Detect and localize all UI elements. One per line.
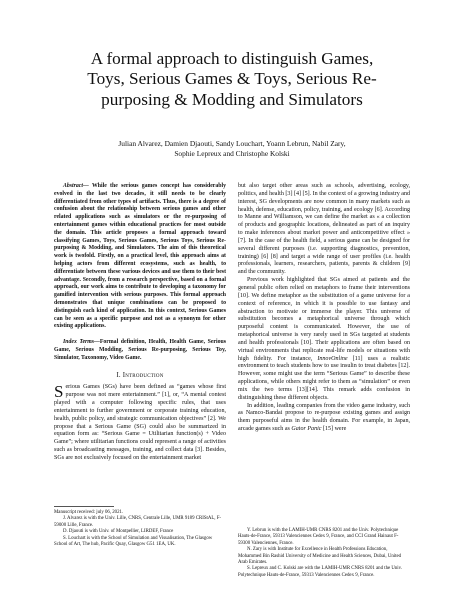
gator-panic-term: Gator Panic — [291, 426, 322, 433]
author-list — [80, 139, 384, 158]
abstract-body: While the serious games concept has considerably evolved in the last two decades, it still needs to be clearly differentiated from other types of artifacts. Thus, there is a degree of confusion about the relationship between serious games and other related applications such as simulators or the re-purposing of entertainment games within educational practices for most outside the domain. This article proposes a formal approach toward classifying Games, Toys, Serious Games, Serious Toys, Serious Re-purposing & Modding, and Simulators. The aim of this theoretical work is twofold. Firstly, on a practical level, this approach aims at helping actors from different ecosystems, such as health, to differentiate between these various devices and use them to their best advantage. Secondly, from a research perspective, based on a formal approach, our work aims to contribute to developing a taxonomy for gamified intervention with serious purposes. This formal approach demonstrates that unique combinations can be proposed to distinguish each kind of application. In this context, Serious Games can be seen as a specific purpose and not as a synonym for other existing applications. — [54, 183, 226, 330]
right-paragraph-3b: [15] were — [321, 426, 347, 433]
authors-line-2: Sophie Lepreux and Christophe Kolski — [174, 148, 290, 158]
footnote-rule — [54, 506, 114, 507]
section-number: I. — [116, 371, 121, 379]
footnote-zary: N. Zary is with Institute for Excellence in Health Professions Education, Mohammed Bin Rashid University of Medicine and Health Sciences, Dubai, United Arab Emirates. — [238, 547, 402, 566]
section-heading — [54, 372, 226, 380]
index-terms-lead: Index Terms— — [63, 339, 100, 346]
right-paragraph-2b: [11] uses a realistic environment to teach students how to use insulin to treat diabetes [12]. However, some might use the term “Serious Game” to describe these applications, while others might refer to them as “simulation” or even mix the two terms [13][14]. This remark adds confusion in distinguishing these different objects. — [238, 355, 411, 401]
right-paragraph-2a: Previous work highlighted that SGs aimed at patients and the general public often relied on metaphors to frame their interventions [10]. We define metaphor as the substitution of a game universe for a context of reference, in which it is possible to use fantasy and abstraction to motivate or immerse the player. This universe of substitution becomes a metaphorical universe through which purposeful content is communicated. However, the use of metaphorical universe is very rarely used in SGs targeted at students and health professionals [10]. Their applications are often based on virtual environments that replicate real-life models or situations with high fidelity. For instance, — [238, 277, 410, 362]
abstract-lead: Abstract— — [63, 183, 89, 189]
footnote-djaouti: D. Djaouti is with Univ. of Montpellier, LIRDEF, France — [63, 529, 174, 535]
authors-line-1: Julian Alvarez, Damien Djaouti, Sandy Louchart, Yoann Lebrun, Nabil Zary, — [118, 139, 346, 148]
innovonline-term: InnovOnline — [317, 355, 348, 362]
footnote-lepreux-kolski: S. Lepreux and C. Kolski are with the LAMIH-UMR CNRS 8201 and the Univ. Polytechnique Hauts-de-France, 59313 Valenciennes Cedex 9, France. — [238, 566, 402, 578]
intro-paragraph-1-text: erious Games (SGs) have been defined as “games whose first purpose was not mere entertainment.” [1], or, “A mental contest played with a computer following specific rules, that uses entertainment to further government or corporate training education, health, public policy, and strategic communication objectives” [2]. We propose that a Serious Game (SG) could also be summarized in equation form as: “Serious Game = Utilitarian function(s) + Video Game”; where utilitarian functions could represent a range of activities such as broadcasting messages, training, and collect data [3]. Besides, SGs are not exclusively focused on the entertainment market — [54, 384, 226, 461]
section-title: Introduction — [122, 371, 164, 379]
right-paragraph-2 — [238, 277, 410, 403]
footnotes-right — [238, 528, 410, 579]
footnote-louchart: S. Louchart is with the School of Simulation and Visualisation, The Glasgow School of Art, The hub, Pacific Quay, Glasgow G51 1EA, UK. — [54, 535, 213, 548]
abstract — [54, 183, 226, 331]
drop-cap: S — [54, 382, 64, 402]
intro-paragraph-1 — [54, 384, 226, 462]
footnote-manuscript: Manuscript received: july 06, 2021. — [54, 510, 124, 515]
paper-title: A formal approach to distinguish Games, Toys, Serious Games & Toys, Serious Re-purposing & Modding and Simulators — [87, 49, 377, 109]
right-paragraph-3a: In addition, leading companies from the video game industry, such as Namco-Bandai propose to re-purpose existing games and assign them purposeful aims in the health domain. For example, in Japan, arcade games such as — [238, 402, 410, 433]
footnote-lebrun: Y. Lebrun is with the LAMIH-UMR CNRS 8201 and the Univ. Polytechnique Hauts-de-France, 59313 Valenciennes Cedex 9, France, and CCI Grand Hainaut F-59300 Valenciennes, France. — [238, 528, 399, 546]
index-terms — [54, 339, 226, 362]
footnote-alvarez: J. Alvarez is with the Univ. Lille, CNRS, Centrale Lille, UMR 9189 CRIStAL, F-59000 Lille, France. — [54, 516, 222, 528]
index-terms-body: Formal definition, Health, Health Game, Serious Game, Serious Modding, Serious Re-purposing, Serious Toy, Simulator, Taxonomy, Video Game. — [54, 339, 226, 361]
right-paragraph-3 — [238, 403, 410, 434]
footnotes-left — [54, 510, 226, 548]
right-column — [238, 183, 410, 434]
right-paragraph-1: but also target other areas such as schools, advertising, ecology, politics, and health [3] [4] [5]. In the context of a growing industry and interest, SG developments are now common in many markets such as health, defense, education, policy, training, and ecology [6]. According to Manne and Williamson, we can define the market as « a collection of products and geographic locations, delineated as part of an inquiry to make inferences about market power and anticompetitive effect » [7]. In the case of the health field, a serious game can be designed for several different purposes (i.e. supporting diagnostics, prevention, training) [6] [8] and target a wide range of user profiles (i.e. health professionals, learners, researchers, patients, parents & children [9] and the community. — [238, 183, 410, 276]
left-column — [54, 183, 226, 463]
